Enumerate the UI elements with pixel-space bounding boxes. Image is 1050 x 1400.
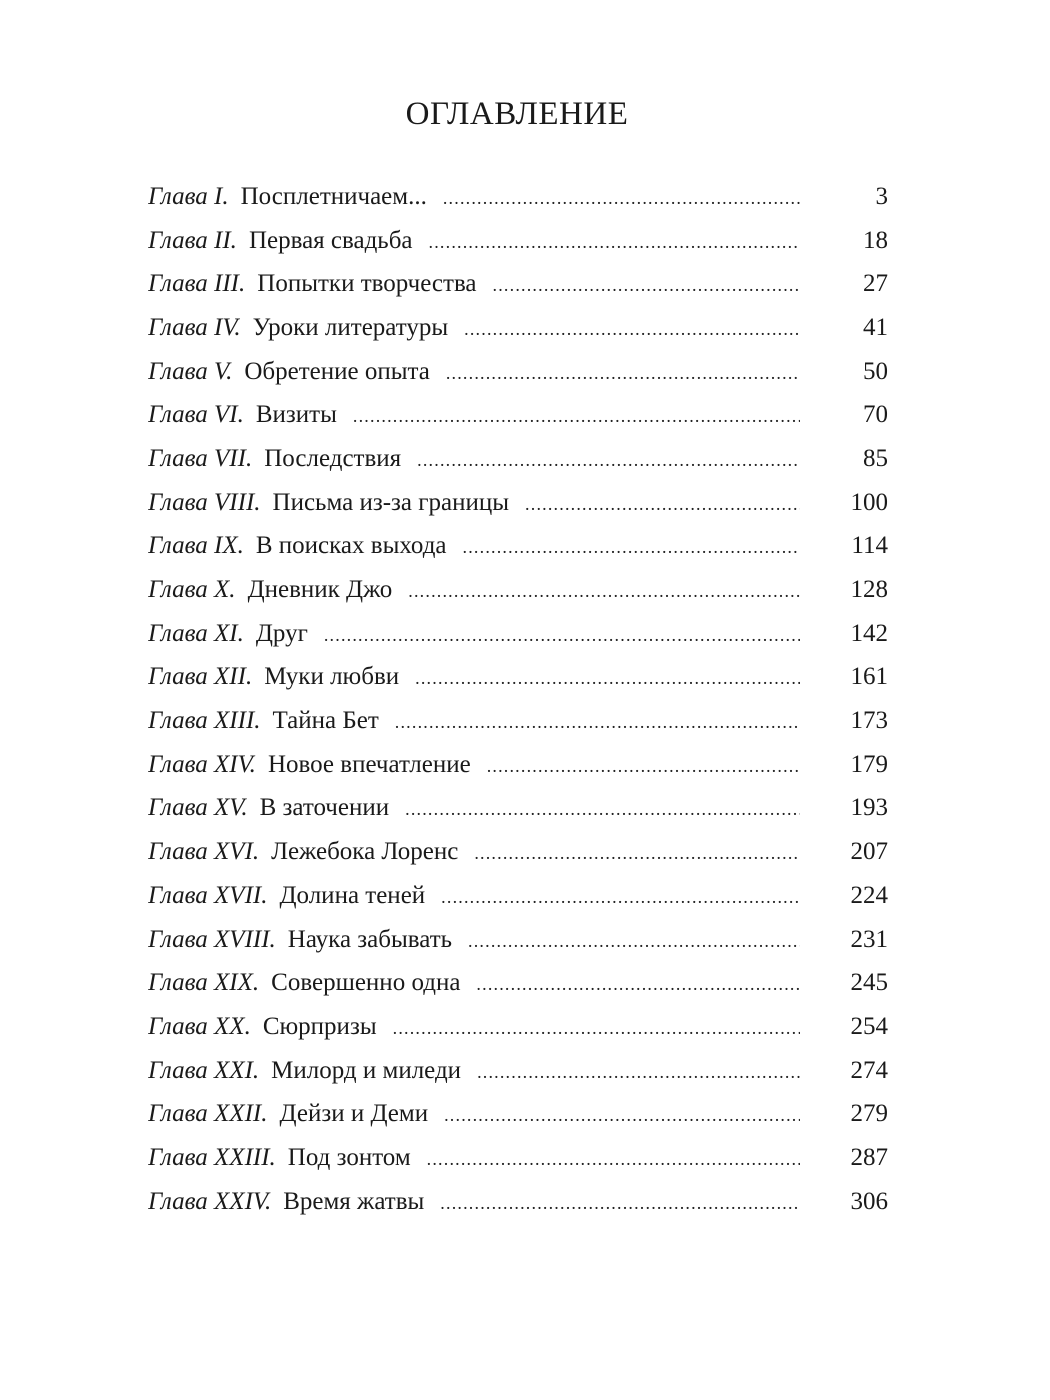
toc-entry[interactable]: [148, 568, 888, 612]
toc-page-number: 100: [850, 488, 888, 516]
toc-chapter-title: Новое впечатление: [267, 750, 471, 778]
toc-chapter-number: Глава XIX.: [148, 969, 260, 997]
toc-chapter-number: Глава VIII.: [148, 488, 261, 516]
toc-page-number: 224: [850, 881, 888, 909]
toc-page-number: 3: [875, 182, 888, 210]
toc-chapter-number: Глава X.: [148, 576, 236, 604]
toc-entry[interactable]: [148, 525, 888, 569]
toc-page-number: 173: [850, 707, 888, 735]
toc-entry[interactable]: [148, 743, 888, 787]
toc-dot-leader: [429, 232, 800, 253]
toc-chapter-title: Дейзи и Деми: [279, 1100, 429, 1128]
toc-page-number: 142: [850, 619, 888, 647]
toc-chapter-number: Глава XVI.: [148, 838, 260, 866]
toc-entry[interactable]: [148, 437, 888, 481]
toc-chapter-number: Глава XV.: [148, 794, 248, 822]
toc-entry[interactable]: [148, 1005, 888, 1049]
toc-chapter-title: Последствия: [264, 444, 402, 472]
toc-chapter-number: Глава XXIII.: [148, 1143, 276, 1171]
toc-page-number: 274: [850, 1056, 888, 1084]
toc-page-number: 128: [850, 576, 888, 604]
toc-entry[interactable]: [148, 306, 888, 350]
toc-dot-leader: [464, 319, 800, 340]
toc-chapter-number: Глава III.: [148, 270, 246, 298]
toc-dot-leader: [415, 668, 800, 689]
toc-page-number: 18: [863, 226, 888, 254]
toc-chapter-number: Глава XVIII.: [148, 925, 276, 953]
toc-dot-leader: [417, 450, 800, 471]
toc-entry[interactable]: [148, 656, 888, 700]
toc-chapter-title: Первая свадьба: [248, 226, 413, 254]
toc-page-number: 41: [863, 313, 888, 341]
toc-chapter-title: Уроки литературы: [252, 313, 449, 341]
toc-dot-leader: [441, 887, 800, 908]
toc-entry[interactable]: [148, 961, 888, 1005]
toc-dot-leader: [476, 974, 800, 995]
toc-entry[interactable]: [148, 874, 888, 918]
toc-chapter-number: Глава XII.: [148, 663, 253, 691]
toc-page-number: 50: [863, 357, 888, 385]
toc-chapter-title: Друг: [255, 619, 308, 647]
toc-chapter-number: Глава XIV.: [148, 750, 256, 778]
toc-chapter-title: Время жатвы: [283, 1187, 425, 1215]
toc-dot-leader: [487, 756, 800, 777]
toc-chapter-title: Обретение опыта: [244, 357, 430, 385]
toc-chapter-number: Глава II.: [148, 226, 237, 254]
toc-entry[interactable]: [148, 262, 888, 306]
page-title: ОГЛАВЛЕНИЕ: [405, 96, 629, 132]
toc-dot-leader: [493, 275, 800, 296]
toc-entry[interactable]: [148, 1180, 888, 1224]
toc-entry[interactable]: [148, 830, 888, 874]
table-of-contents: [148, 175, 888, 1224]
toc-chapter-title: В поисках выхода: [255, 532, 447, 560]
toc-page-number: 70: [863, 401, 888, 429]
toc-page-number: 245: [850, 969, 888, 997]
toc-chapter-number: Глава XX.: [148, 1012, 251, 1040]
toc-chapter-number: Глава XVII.: [148, 881, 268, 909]
toc-chapter-title: Попытки творчества: [257, 270, 477, 298]
toc-chapter-title: Лежебока Лоренс: [271, 838, 459, 866]
toc-dot-leader: [468, 931, 800, 952]
toc-dot-leader: [440, 1193, 800, 1214]
toc-page-number: 287: [850, 1143, 888, 1171]
toc-chapter-number: Глава VI.: [148, 401, 244, 429]
toc-chapter-title: Дневник Джо: [247, 576, 393, 604]
toc-dot-leader: [408, 581, 800, 602]
toc-chapter-title: Наука забывать: [287, 925, 453, 953]
toc-entry[interactable]: [148, 350, 888, 394]
toc-chapter-title: В заточении: [259, 794, 390, 822]
toc-dot-leader: [353, 406, 800, 427]
toc-dot-leader: [444, 1105, 800, 1126]
toc-chapter-title: Визиты: [255, 401, 337, 429]
toc-page-number: 27: [863, 270, 888, 298]
toc-chapter-number: Глава XIII.: [148, 707, 261, 735]
toc-page-number: 254: [850, 1012, 888, 1040]
toc-dot-leader: [393, 1018, 800, 1039]
toc-entry[interactable]: [148, 612, 888, 656]
toc-entry[interactable]: [148, 393, 888, 437]
toc-entry[interactable]: [148, 1049, 888, 1093]
toc-page-number: 279: [850, 1100, 888, 1128]
toc-chapter-title: Долина теней: [279, 881, 426, 909]
toc-entry[interactable]: [148, 175, 888, 219]
toc-chapter-number: Глава XXIV.: [148, 1187, 272, 1215]
toc-chapter-title: Посплетничаем...: [240, 182, 427, 210]
toc-entry[interactable]: [148, 219, 888, 263]
toc-dot-leader: [463, 537, 800, 558]
toc-page-number: 207: [850, 838, 888, 866]
toc-dot-leader: [525, 494, 800, 515]
toc-entry[interactable]: [148, 787, 888, 831]
toc-page-number: 306: [850, 1187, 888, 1215]
toc-dot-leader: [427, 1149, 800, 1170]
toc-chapter-number: Глава IX.: [148, 532, 244, 560]
toc-dot-leader: [443, 188, 800, 209]
toc-chapter-title: Сюрпризы: [262, 1012, 377, 1040]
toc-dot-leader: [474, 843, 800, 864]
toc-dot-leader: [477, 1062, 800, 1083]
toc-page-number: 114: [851, 532, 888, 560]
toc-chapter-number: Глава XI.: [148, 619, 244, 647]
toc-dot-leader: [395, 712, 800, 733]
toc-entry[interactable]: [148, 1092, 888, 1136]
toc-chapter-title: Под зонтом: [287, 1143, 411, 1171]
toc-page-number: 179: [850, 750, 888, 778]
toc-chapter-number: Глава VII.: [148, 444, 253, 472]
toc-page-number: 193: [850, 794, 888, 822]
toc-chapter-title: Письма из-за границы: [272, 488, 510, 516]
toc-page-number: 161: [850, 663, 888, 691]
toc-page-number: 231: [850, 925, 888, 953]
toc-chapter-number: Глава I.: [148, 182, 229, 210]
toc-entry[interactable]: [148, 699, 888, 743]
toc-chapter-title: Муки любви: [264, 663, 400, 691]
toc-entry[interactable]: [148, 481, 888, 525]
toc-chapter-title: Милорд и миледи: [271, 1056, 462, 1084]
toc-chapter-title: Совершенно одна: [271, 969, 461, 997]
toc-dot-leader: [324, 625, 800, 646]
toc-chapter-number: Глава IV.: [148, 313, 241, 341]
toc-chapter-number: Глава XXII.: [148, 1100, 268, 1128]
toc-chapter-number: Глава XXI.: [148, 1056, 260, 1084]
toc-entry[interactable]: [148, 1136, 888, 1180]
toc-chapter-title: Тайна Бет: [272, 707, 379, 735]
toc-chapter-number: Глава V.: [148, 357, 233, 385]
toc-page-number: 85: [863, 444, 888, 472]
toc-dot-leader: [405, 799, 800, 820]
toc-dot-leader: [446, 363, 800, 384]
toc-entry[interactable]: [148, 918, 888, 962]
